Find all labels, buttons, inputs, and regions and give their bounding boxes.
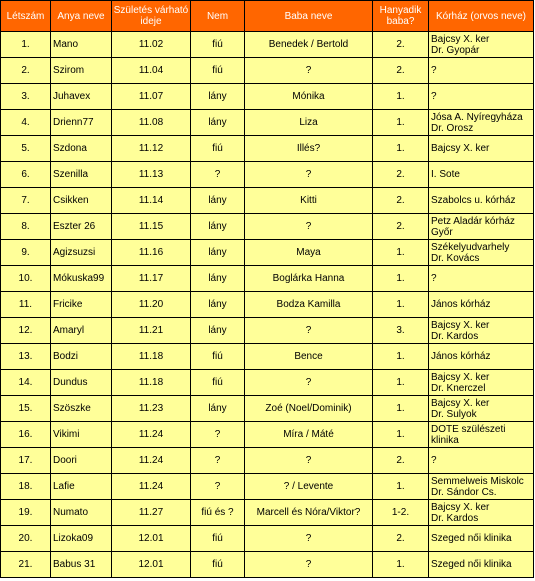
cell-count: 4.	[1, 110, 51, 136]
cell-baby-name: Liza	[245, 110, 373, 136]
table-row	[1, 448, 534, 474]
cell-baby-name: Benedek / Bertold	[245, 32, 373, 58]
cell-mother-name: Szirom	[51, 58, 112, 84]
cell-baby-name: ?	[245, 214, 373, 240]
cell-mother-name: Doori	[51, 448, 112, 474]
cell-which-baby: 1.	[373, 266, 429, 292]
cell-baby-name: Zoé (Noel/Dominik)	[245, 396, 373, 422]
table-row	[1, 188, 534, 214]
cell-hospital: Semmelweis Miskolc Dr. Sándor Cs.	[429, 474, 534, 500]
table-row	[1, 344, 534, 370]
header-row	[1, 1, 534, 32]
cell-mother-name: Juhavex	[51, 84, 112, 110]
cell-count: 5.	[1, 136, 51, 162]
cell-mother-name: Mano	[51, 32, 112, 58]
cell-count: 9.	[1, 240, 51, 266]
cell-count: 8.	[1, 214, 51, 240]
cell-count: 14.	[1, 370, 51, 396]
cell-baby-name: Maya	[245, 240, 373, 266]
cell-which-baby: 2.	[373, 58, 429, 84]
cell-sex: lány	[191, 188, 245, 214]
cell-mother-name: Eszter 26	[51, 214, 112, 240]
cell-baby-name: ?	[245, 318, 373, 344]
cell-which-baby: 1.	[373, 240, 429, 266]
header-hospital: Kórház (orvos neve)	[429, 1, 534, 32]
cell-hospital: Székelyudvarhely Dr. Kovács	[429, 240, 534, 266]
cell-hospital: Bajcsy X. ker Dr. Sulyok	[429, 396, 534, 422]
table-header	[1, 1, 534, 32]
cell-which-baby: 2.	[373, 162, 429, 188]
table-row	[1, 370, 534, 396]
cell-hospital: ?	[429, 448, 534, 474]
header-due-date: Születés várható ideje	[112, 1, 191, 32]
cell-mother-name: Drienn77	[51, 110, 112, 136]
cell-hospital: Jósa A. Nyíregyháza Dr. Orosz	[429, 110, 534, 136]
table-row	[1, 474, 534, 500]
cell-sex: fiú	[191, 370, 245, 396]
cell-which-baby: 2.	[373, 448, 429, 474]
cell-baby-name: ?	[245, 162, 373, 188]
table-row	[1, 58, 534, 84]
cell-due-date: 11.23	[112, 396, 191, 422]
cell-hospital: Bajcsy X. ker Dr. Kardos	[429, 318, 534, 344]
cell-due-date: 11.21	[112, 318, 191, 344]
cell-sex: lány	[191, 318, 245, 344]
table-row	[1, 32, 534, 58]
cell-sex: fiú	[191, 552, 245, 578]
cell-hospital: Bajcsy X. ker Dr. Knerczel	[429, 370, 534, 396]
table-row	[1, 318, 534, 344]
cell-mother-name: Szöszke	[51, 396, 112, 422]
cell-baby-name: Míra / Máté	[245, 422, 373, 448]
cell-which-baby: 1.	[373, 474, 429, 500]
cell-due-date: 11.15	[112, 214, 191, 240]
cell-due-date: 11.24	[112, 448, 191, 474]
table-row	[1, 162, 534, 188]
table-row	[1, 422, 534, 448]
cell-baby-name: ?	[245, 370, 373, 396]
table-row	[1, 240, 534, 266]
table-row	[1, 84, 534, 110]
header-which-baby: Hanyadik baba?	[373, 1, 429, 32]
header-sex: Nem	[191, 1, 245, 32]
cell-baby-name: Illés?	[245, 136, 373, 162]
cell-which-baby: 2.	[373, 214, 429, 240]
cell-mother-name: Numato	[51, 500, 112, 526]
cell-which-baby: 1.	[373, 344, 429, 370]
cell-count: 12.	[1, 318, 51, 344]
cell-due-date: 11.24	[112, 422, 191, 448]
cell-due-date: 11.20	[112, 292, 191, 318]
cell-mother-name: Bodzi	[51, 344, 112, 370]
table-row	[1, 214, 534, 240]
cell-count: 13.	[1, 344, 51, 370]
cell-mother-name: Babus 31	[51, 552, 112, 578]
cell-sex: lány	[191, 240, 245, 266]
table-row	[1, 526, 534, 552]
cell-mother-name: Vikimi	[51, 422, 112, 448]
cell-due-date: 11.18	[112, 344, 191, 370]
header-baby-name: Baba neve	[245, 1, 373, 32]
cell-sex: lány	[191, 110, 245, 136]
cell-which-baby: 1.	[373, 84, 429, 110]
cell-hospital: ?	[429, 84, 534, 110]
cell-sex: fiú és ?	[191, 500, 245, 526]
table-row	[1, 292, 534, 318]
table-row	[1, 266, 534, 292]
cell-hospital: Bajcsy X. ker	[429, 136, 534, 162]
cell-mother-name: Lizoka09	[51, 526, 112, 552]
cell-due-date: 11.02	[112, 32, 191, 58]
cell-count: 6.	[1, 162, 51, 188]
cell-which-baby: 3.	[373, 318, 429, 344]
cell-count: 2.	[1, 58, 51, 84]
cell-count: 18.	[1, 474, 51, 500]
cell-which-baby: 1.	[373, 110, 429, 136]
cell-which-baby: 2.	[373, 188, 429, 214]
cell-hospital: Bajcsy X. ker Dr. Kardos	[429, 500, 534, 526]
cell-sex: lány	[191, 396, 245, 422]
cell-sex: lány	[191, 84, 245, 110]
cell-baby-name: Boglárka Hanna	[245, 266, 373, 292]
cell-hospital: Szeged női klinika	[429, 526, 534, 552]
cell-hospital: Bajcsy X. ker Dr. Gyopár	[429, 32, 534, 58]
cell-hospital: ?	[429, 58, 534, 84]
cell-sex: lány	[191, 292, 245, 318]
cell-due-date: 11.04	[112, 58, 191, 84]
cell-sex: fiú	[191, 32, 245, 58]
cell-baby-name: ?	[245, 526, 373, 552]
cell-due-date: 11.14	[112, 188, 191, 214]
cell-sex: ?	[191, 448, 245, 474]
cell-count: 10.	[1, 266, 51, 292]
cell-due-date: 11.27	[112, 500, 191, 526]
cell-mother-name: Szdona	[51, 136, 112, 162]
cell-baby-name: Marcell és Nóra/Viktor?	[245, 500, 373, 526]
cell-mother-name: Fricike	[51, 292, 112, 318]
cell-mother-name: Amaryl	[51, 318, 112, 344]
cell-sex: fiú	[191, 344, 245, 370]
cell-mother-name: Szenilla	[51, 162, 112, 188]
cell-count: 7.	[1, 188, 51, 214]
cell-baby-name: Bence	[245, 344, 373, 370]
cell-sex: fiú	[191, 58, 245, 84]
cell-due-date: 11.13	[112, 162, 191, 188]
cell-due-date: 11.08	[112, 110, 191, 136]
cell-count: 17.	[1, 448, 51, 474]
cell-hospital: ?	[429, 266, 534, 292]
cell-baby-name: ?	[245, 58, 373, 84]
cell-sex: ?	[191, 162, 245, 188]
cell-count: 11.	[1, 292, 51, 318]
cell-mother-name: Dundus	[51, 370, 112, 396]
table-body	[1, 32, 534, 578]
cell-count: 19.	[1, 500, 51, 526]
table-row	[1, 110, 534, 136]
cell-sex: ?	[191, 422, 245, 448]
cell-which-baby: 2.	[373, 526, 429, 552]
cell-which-baby: 1.	[373, 292, 429, 318]
cell-count: 16.	[1, 422, 51, 448]
header-count: Létszám	[1, 1, 51, 32]
cell-due-date: 11.18	[112, 370, 191, 396]
cell-mother-name: Csikken	[51, 188, 112, 214]
cell-hospital: Szeged női klinika	[429, 552, 534, 578]
cell-due-date: 11.12	[112, 136, 191, 162]
cell-count: 3.	[1, 84, 51, 110]
cell-hospital: János kórház	[429, 292, 534, 318]
cell-hospital: I. Sote	[429, 162, 534, 188]
cell-which-baby: 1.	[373, 370, 429, 396]
cell-which-baby: 1.	[373, 396, 429, 422]
cell-which-baby: 1.	[373, 136, 429, 162]
cell-which-baby: 2.	[373, 32, 429, 58]
cell-hospital: Szabolcs u. kórház	[429, 188, 534, 214]
cell-due-date: 11.24	[112, 474, 191, 500]
cell-due-date: 11.16	[112, 240, 191, 266]
cell-mother-name: Lafie	[51, 474, 112, 500]
cell-hospital: János kórház	[429, 344, 534, 370]
cell-baby-name: ?	[245, 448, 373, 474]
table-row	[1, 500, 534, 526]
cell-sex: lány	[191, 266, 245, 292]
cell-count: 15.	[1, 396, 51, 422]
header-mother-name: Anya neve	[51, 1, 112, 32]
cell-baby-name: Bodza Kamilla	[245, 292, 373, 318]
table-row	[1, 136, 534, 162]
cell-baby-name: ? / Levente	[245, 474, 373, 500]
cell-sex: fiú	[191, 136, 245, 162]
cell-count: 21.	[1, 552, 51, 578]
cell-baby-name: ?	[245, 552, 373, 578]
cell-sex: lány	[191, 214, 245, 240]
cell-due-date: 12.01	[112, 552, 191, 578]
cell-mother-name: Agizsuzsi	[51, 240, 112, 266]
cell-which-baby: 1.	[373, 422, 429, 448]
cell-due-date: 11.17	[112, 266, 191, 292]
cell-due-date: 11.07	[112, 84, 191, 110]
cell-baby-name: Mónika	[245, 84, 373, 110]
table-row	[1, 396, 534, 422]
cell-which-baby: 1-2.	[373, 500, 429, 526]
cell-mother-name: Mókuska99	[51, 266, 112, 292]
cell-hospital: Petz Aladár kórház Győr	[429, 214, 534, 240]
cell-due-date: 12.01	[112, 526, 191, 552]
cell-baby-name: Kitti	[245, 188, 373, 214]
table-row	[1, 552, 534, 578]
cell-sex: fiú	[191, 526, 245, 552]
cell-sex: ?	[191, 474, 245, 500]
cell-which-baby: 1.	[373, 552, 429, 578]
cell-count: 1.	[1, 32, 51, 58]
cell-hospital: DOTE szülészeti klinika	[429, 422, 534, 448]
cell-count: 20.	[1, 526, 51, 552]
